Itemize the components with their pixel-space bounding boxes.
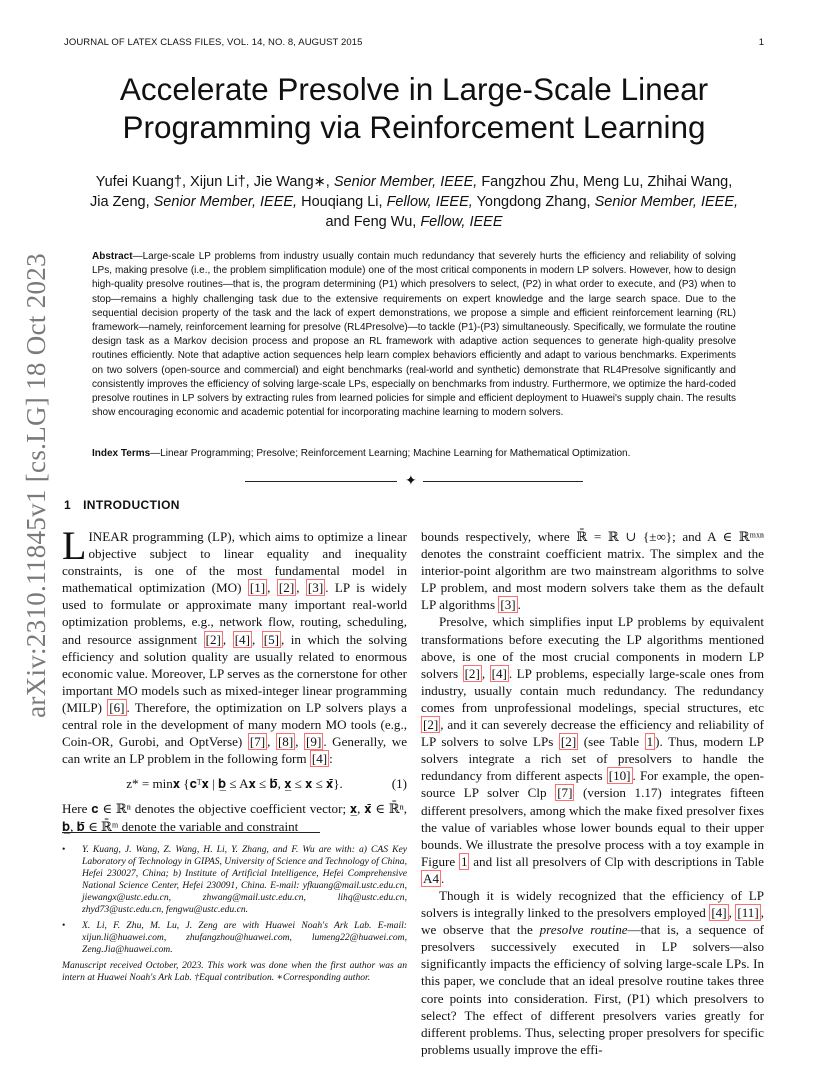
author-line-3	[60, 212, 768, 232]
citation-link[interactable]: [2]	[423, 717, 439, 733]
citation-link[interactable]: [7]	[249, 734, 266, 750]
equation-body: z* = min𝐱 {𝐜ᵀ𝐱 | 𝐛̲ ≤ A𝐱 ≤ 𝐛̄, 𝐱̲ ≤ 𝐱 ≤ 𝐱̄}.	[126, 776, 343, 792]
intro-paragraph-1: LINEAR programming (LP), which aims to optimize a linear objective subject to linear equality and inequality constraints, is one of the most fundamental model in mathematical optimization (MO) [1] , [2] , [3] . LP is widely used to formulate or approximate many important real-world optimization problems, e.g., network flow, routing, scheduling, and resource assignment [2] , [4] , [5] , in which the solving efficiency and solution quality are usually related to enormous economic value. Moreover, LP serves as the cornerstone for other important MO models such as mixed-integer linear programming (MILP) [6] . Therefore, the optimization on LP solvers plays a central role in the development of many modern MO tools (e.g., Coin-OR, Gurobi, and OptVerse) [7] , [8] , [9] . Generally, we can write an LP problem in the following form [4] :	[62, 523, 408, 767]
right-column	[421, 528, 764, 1058]
author-names: and Feng Wu,	[325, 214, 421, 230]
citation-link[interactable]: [3]	[307, 580, 324, 596]
paragraph-text: ). Thus, modern LP solvers integrate a rich set of presolvers to handle the redundancy from different aspects	[421, 734, 764, 784]
citation-link[interactable]: [11]	[737, 905, 759, 921]
paragraph-text: . LP problems, especially large-scale ones from industry, usually contain much redundancy. The redundancy comes from unprofessional modelings, special structures, etc	[421, 665, 764, 715]
paragraph-text: .	[517, 597, 521, 613]
paragraph-text: . For example, the open-source LP solver Clp	[421, 768, 764, 801]
citation-link[interactable]: [3]	[500, 597, 516, 613]
paragraph-text: , we observe that the	[421, 905, 764, 938]
drop-cap: L	[62, 523, 87, 568]
intro-paragraph-5: Though it is widely recognized that the efficiency of LP solvers is integrally linked to the presolvers employed [4] , [11] , we observe that the presolve routine—that is, a sequence of presolvers successively executed in LP solvers—also significantly impacts the efficiency of solving large-scale LPs. In this paper, we conclude that an ideal presolve routine takes three core points into consideration. First, (P1) which presolvers to select? The effect of different presolvers varies greatly for different problems. Thus, selecting proper presolvers for specific problems usually improve the effi-	[421, 887, 765, 1057]
abstract	[92, 250, 736, 420]
paragraph-text: bounds respectively, where ℝ̄ = ℝ ∪ {±∞}; and A ∈ ℝᵐˣⁿ denotes the constraint coefficient matrix. The simplex and the interior-point algorithm are two mainstream algorithms to solve LP problem, and most modern solvers take them as the default LP algorithms	[421, 529, 764, 613]
author-names: Fangzhou Zhu, Meng Lu, Zhihai Wang,	[477, 174, 733, 190]
table-link[interactable]: A4	[423, 870, 440, 886]
author-names: Houqiang Li,	[297, 194, 387, 210]
section-title: INTRODUCTION	[83, 498, 180, 512]
left-column	[62, 523, 408, 835]
author-names: Yufei Kuang†, Xijun Li†, Jie Wang∗,	[95, 174, 334, 190]
citation-link[interactable]: [10]	[608, 768, 631, 784]
citation-link[interactable]: [2]	[278, 580, 295, 596]
section-separator	[245, 474, 583, 488]
paragraph-text: , in which the solving efficiency and solution quality are usually related to enormous economic value. Moreover, LP serves as the cornerstone for other important MO models such as mixed-integer linear programming (MILP)	[62, 631, 407, 715]
citation-link[interactable]: [8]	[277, 734, 294, 750]
citation-link[interactable]: [2]	[205, 631, 221, 647]
footnote-text: Y. Kuang, J. Wang, Z. Wang, H. Li, Y. Zhang, and F. Wu are with: a) CAS Key Laboratory of Technology in GIPAS, University of Science and Technology of China, Hefei 230027, China; b) Institute of Artificial Intelligence, Hefei Comprehensive National Science Center, Hefei 230091, China. E-mail: yfkuang@mail.ustc.edu.cn, jiewangx@ustc.edu.cn, zhwang@mail.ustc.edu.cn, lihq@ustc.edu.cn, zhyd73@ustc.edu.cn, fengwu@ustc.edu.cn.	[82, 844, 408, 916]
paragraph-text: . Generally, we can write an LP problem in the following form	[62, 734, 408, 767]
footnote-rule	[62, 832, 320, 833]
intro-paragraph-3	[421, 528, 764, 613]
figure-link[interactable]: 1	[460, 853, 468, 869]
author-affiliation-title: Senior Member, IEEE,	[333, 174, 478, 190]
paragraph-text: . LP is widely used to formulate or approximate many important real-world optimization problems, e.g., network flow, routing, scheduling, and resource assignment	[62, 580, 408, 647]
separator-line-right	[423, 481, 583, 482]
paragraph-text: (version 1.17) integrates fifteen different presolvers, among which the make fixed presolver fixes the value of variables whose lower bounds equal to their upper bounds. We illustrate the presolve process with a toy example in Figure	[421, 785, 765, 869]
index-terms	[92, 447, 736, 461]
separator-line-left	[245, 481, 397, 482]
index-terms-label: Index Terms	[92, 448, 151, 459]
paragraph-text: .	[441, 870, 445, 886]
citation-link[interactable]: [2]	[464, 665, 480, 681]
equation-1	[62, 775, 407, 792]
citation-link[interactable]: [4]	[311, 751, 328, 767]
intro-paragraph-4: Presolve, which simplifies input LP problems by equivalent transformations before executing the LP algorithms mentioned above, is one of the most crucial components in modern LP solvers [2] , [4] . LP problems, especially large-scale ones from industry, usually contain much redundancy. The redundancy comes from unprofessional modelings, special structures, etc [2] , and it can severely decrease the efficiency and reliability of LP solvers to solve LPs [2] (see Table 1 ). Thus, modern LP solvers integrate a rich set of presolvers to handle the redundancy from different aspects [10] . For example, the open-source LP solver Clp [7] (version 1.17) integrates fifteen different presolvers, among which the make fixed presolver fixes the value of variables whose lower bounds equal to their upper bounds. We illustrate the presolve process with a toy example in Figure 1 and list all presolvers of Clp with descriptions in Table A4 .	[421, 614, 765, 886]
paragraph-text: Though it is widely recognized that the efficiency of LP solvers is integrally linked to the presolvers employed	[421, 887, 764, 921]
table-link[interactable]: 1	[646, 734, 654, 750]
citation-link[interactable]: [1]	[249, 580, 266, 596]
intro-paragraph-2: Here 𝐜 ∈ ℝⁿ denotes the objective coefficient vector; 𝐱̲, 𝐱̄ ∈ ℝ̄ⁿ, 𝐛̲, 𝐛̄ ∈ ℝ̄ᵐ denote the variable and constraint	[62, 801, 407, 834]
author-line-1	[60, 172, 768, 192]
author-affiliation-title: Fellow, IEEE	[420, 214, 503, 230]
arxiv-identifier-text: arXiv:2310.11845v1 [cs.LG] 18 Oct 2023	[20, 252, 51, 718]
citation-link[interactable]: [2]	[560, 734, 577, 750]
citation-link[interactable]: [6]	[109, 699, 125, 715]
author-affiliation-title: Senior Member, IEEE,	[153, 194, 298, 210]
separator-diamond-icon: ✦	[405, 474, 417, 489]
paragraph-text: —that is, a sequence of presolvers successively executed in LP solvers—also significantly impacts the efficiency of solving large-scale LPs. In this paper, we conclude that an ideal presolve routine takes three core points into consideration. First, (P1) which presolvers to select? The effect of different presolvers varies greatly for different problems. Thus, selecting proper presolvers for specific problems usually improve the effi-	[421, 922, 765, 1057]
equation-number: (1)	[391, 776, 407, 792]
bullet-icon: •	[62, 919, 66, 931]
citation-link[interactable]: [9]	[306, 734, 322, 750]
footnotes	[62, 844, 407, 984]
paragraph-text: , and it can severely decrease the efficiency and reliability of LP solvers to solve LPs	[421, 717, 764, 750]
arxiv-identifier-stamp	[16, 252, 56, 718]
paragraph-text: Presolve, which simplifies input LP problems by equivalent transformations before executing the LP algorithms mentioned above, is one of the most crucial components in modern LP solvers	[421, 614, 764, 681]
section-heading	[64, 498, 180, 512]
title-line-1: Accelerate Presolve in Large-Scale Linear	[119, 71, 709, 107]
page-number: 1	[758, 37, 764, 48]
paragraph-text: programming (LP), which aims to optimize a linear objective subject to linear equality and inequality constraints, is one of the most fundamental model in mathematical optimization (MO)	[62, 529, 407, 596]
paragraph-text: (see Table	[578, 734, 645, 750]
author-list	[60, 172, 768, 232]
emphasized-term: presolve routine	[539, 922, 628, 938]
paragraph-text: . Therefore, the optimization on LP solvers plays a central role in the development of many modern MO tools (e.g., Coin-OR, Gurobi, and OptVerse)	[62, 699, 407, 750]
author-names: Yongdong Zhang,	[472, 194, 595, 210]
bullet-icon: •	[62, 844, 66, 855]
paragraph-text: :	[329, 751, 333, 767]
citation-link[interactable]: [4]	[234, 631, 250, 647]
paper-title	[60, 70, 768, 146]
citation-link[interactable]: [7]	[557, 785, 573, 801]
paragraph-text: and list all presolvers of Clp with descriptions in Table	[469, 853, 764, 869]
manuscript-note: Manuscript received October, 2023. This work was done when the first author was an intern at Huawei Noah's Ark Lab. †Equal contribution. ∗Corresponding author.	[62, 959, 407, 983]
citation-link[interactable]: [5]	[263, 631, 280, 647]
abstract-text: —Large-scale LP problems from industry usually contain much redundancy that severely hurts the efficiency and reliability of solving LPs, making presolve (i.e., the problem simplification module) one of the most critical components in modern LP solvers. However, how to design high-quality presolve routines—that is, the program determining (P1) which presolvers to select, (P2) in what order to execute, and (P3) when to stop—remains a highly challenging task due to the extensive requirements on expert knowledge and the large search space. Due to the sequential decision property of the task and the lack of expert demonstrations, we propose a simple and efficient reinforcement learning (RL) framework—namely, reinforcement learning for presolve (RL4Presolve)—to tackle (P1)-(P3) simultaneously. Specifically, we formulate the routine design task as a Markov decision process and propose an RL framework with adaptive action sequences to generate high-quality presolve routines efficiently. Note that adaptive action sequences help learn complex behaviors efficiently and adapt to various benchmarks. Experiments on two solvers (open-source and commercial) and eight benchmarks (real-world and synthetic) demonstrate that RL4Presolve significantly and consistently improves the efficiency of solving large-scale LPs, especially on benchmarks from industry. Furthermore, we optimize the hard-coded presolve routines in LP solvers by extracting rules from learned policies for simple and efficient deployment to Huawei's supply chain. The results show encouraging economic and academic potential for incorporating machine learning to modern solvers.	[92, 251, 736, 419]
citation-link[interactable]: [4]	[711, 905, 727, 921]
lead-in-smallcaps: INEAR	[88, 529, 129, 544]
author-line-2	[60, 192, 768, 212]
author-affiliation-title: Senior Member, IEEE,	[594, 194, 739, 210]
author-affiliation-title: Fellow, IEEE,	[386, 194, 473, 210]
running-header: JOURNAL OF LATEX CLASS FILES, VOL. 14, NO. 8, AUGUST 2015	[64, 37, 363, 48]
footnote-affiliation-1	[62, 844, 407, 917]
abstract-label: Abstract	[92, 251, 133, 262]
footnote-text: X. Li, F. Zhu, M. Lu, J. Zeng are with Huawei Noah's Ark Lab. E-mail: xijun.li@huawei.com, zhufangzhou@huawei.com, lumeng22@huawei.com, Zeng.Jia@huawei.com.	[82, 919, 407, 955]
index-terms-text: —Linear Programming; Presolve; Reinforcement Learning; Machine Learning for Mathematical Optimization.	[150, 448, 631, 459]
footnote-affiliation-2	[62, 920, 407, 956]
author-names: Jia Zeng,	[89, 194, 154, 210]
citation-link[interactable]: [4]	[491, 665, 507, 681]
title-line-2: Programming via Reinforcement Learning	[122, 109, 706, 145]
section-number: 1	[64, 498, 72, 512]
